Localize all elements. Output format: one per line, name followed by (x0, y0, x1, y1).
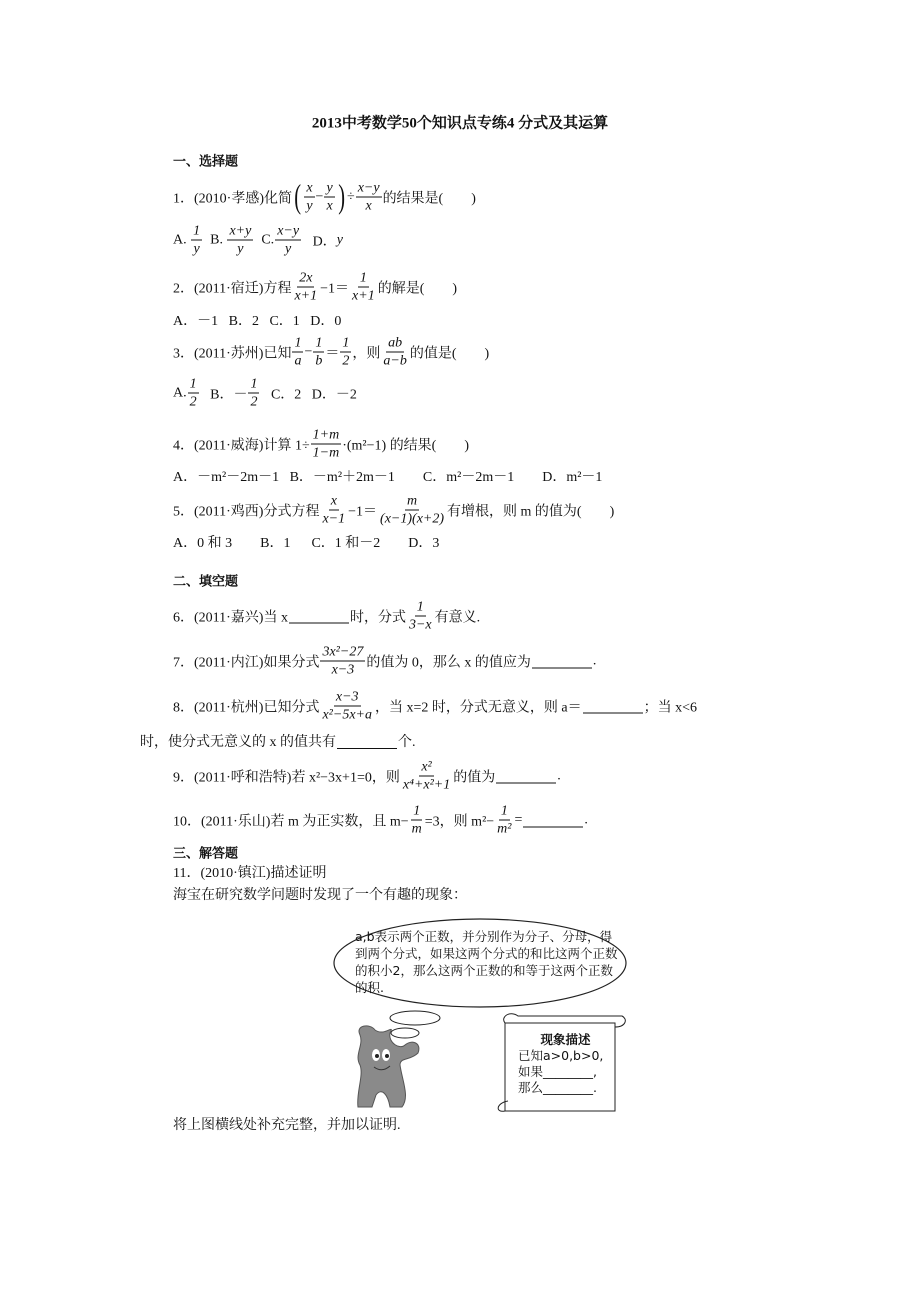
text-segment: C．2 D．－2 (260, 387, 357, 402)
numerator: x−3 (335, 689, 359, 705)
denominator: x+1 (294, 288, 318, 304)
parenthesis: ) (337, 178, 345, 215)
text-segment: =3，则 m²− (424, 814, 495, 829)
numerator: 1 (193, 223, 201, 239)
question-5-options (173, 532, 439, 552)
question-1-options (173, 223, 343, 258)
denominator: x⁴+x²+1 (402, 777, 451, 793)
fraction (311, 427, 342, 462)
numerator: 3x²−27 (322, 644, 364, 660)
fraction (410, 803, 424, 838)
question-11-intro: 海宝在研究数学问题时发现了一个有趣的现象： (173, 888, 467, 903)
text-segment: B．－ (199, 387, 248, 402)
numerator: 1 (250, 376, 258, 392)
denominator: x²−5x+a (322, 707, 372, 723)
denominator: x−1 (322, 511, 346, 527)
question-11-heading: 11．(2010·镇江)描述证明 (173, 866, 327, 881)
fraction (304, 180, 314, 215)
question-7 (173, 644, 596, 679)
scroll-line-if: 如果________, (518, 1064, 597, 1079)
numerator: x+y (229, 223, 252, 239)
fraction (191, 223, 202, 258)
numerator: 1+m (312, 427, 340, 443)
fraction (275, 223, 301, 258)
answer-blank[interactable] (337, 734, 397, 749)
question-4-options (173, 466, 602, 486)
fraction (378, 493, 446, 528)
fraction (340, 335, 351, 370)
text-segment: . (592, 653, 597, 668)
denominator: y (306, 198, 313, 214)
page-title: 2013中考数学50个知识点专练4 分式及其运算 (311, 115, 609, 132)
text-segment: − (304, 344, 313, 359)
answer-blank[interactable] (532, 654, 592, 669)
text-segment: 的值是( ) (409, 346, 490, 361)
denominator: 2 (250, 394, 258, 410)
denominator: m (411, 821, 422, 837)
question-1 (173, 180, 476, 215)
text-segment: 8．(2011·杭州)已知分式 (173, 700, 320, 715)
text-segment: 6．(2011·嘉兴)当 x (173, 610, 288, 625)
question-9 (173, 759, 561, 794)
text-segment: ；当 x<6 (643, 700, 698, 715)
numerator: 1 (359, 270, 367, 286)
denominator: 3−x (408, 617, 432, 633)
fraction (495, 803, 513, 838)
denominator: b (315, 353, 323, 369)
denominator: a (294, 353, 302, 369)
question-11-instruction: 将上图横线处补充完整，并加以证明. (173, 1118, 401, 1133)
fraction (401, 759, 452, 794)
denominator: a−b (383, 353, 407, 369)
denominator: y (237, 241, 244, 257)
numerator: x (330, 493, 337, 509)
text-segment: 9．(2011·呼和浩特)若 x²−3x+1=0，则 (173, 770, 400, 785)
question-5 (173, 493, 614, 528)
text-segment: 的值为 0，那么 x 的值应为 (366, 655, 531, 670)
numerator: x (306, 180, 313, 196)
fraction (381, 335, 408, 370)
text-segment: 的解是( ) (377, 281, 458, 296)
scroll-title: 现象描述 (540, 1032, 591, 1047)
text-segment: 2．(2011·宿迁)方程 (173, 281, 292, 296)
numerator: m (406, 493, 418, 509)
numerator: 1 (294, 335, 302, 351)
fraction (350, 270, 377, 305)
section-heading-fill: 二、填空题 (173, 574, 239, 590)
phenomenon-description (518, 1032, 613, 1096)
answer-blank[interactable] (496, 769, 556, 784)
text-segment: A. (173, 232, 191, 247)
text-segment: . (557, 768, 561, 783)
denominator: x+1 (352, 288, 375, 304)
thought-dot-large (390, 1011, 440, 1025)
denominator: y (193, 241, 200, 257)
fraction (356, 180, 382, 215)
scroll-line-given: 已知a>0,b>0, (518, 1048, 604, 1063)
numerator: y (326, 180, 333, 196)
text-segment: 的值为 (453, 770, 496, 785)
text-segment: = (514, 812, 523, 827)
text-segment: 5．(2011·鸡西)分式方程 (173, 504, 320, 519)
denominator: m² (497, 821, 512, 837)
text-segment: 时，分式 (349, 610, 406, 625)
scroll-line-then: 那么________. (518, 1080, 597, 1095)
text-segment: 的结果是( ) (382, 191, 476, 206)
denominator: 2 (342, 353, 350, 369)
question-2-options (173, 310, 341, 330)
numerator: 1 (315, 335, 323, 351)
text-segment: A．－m²－2m－1 B．－m²＋2m－1 C．m²－2m－1 D．m²－1 (173, 470, 603, 485)
thought-bubble-text: a,b表示两个正数，并分别作为分子、分母，得到两个分式，如果这两个分式的和比这两个正数的积小2，那么这两个正数的和等于这两个正数的积. (355, 929, 618, 995)
section-heading-choice: 一、选择题 (173, 154, 239, 170)
numerator: ab (388, 335, 403, 351)
question-3-options (173, 376, 357, 411)
text-segment: 个. (398, 735, 416, 750)
numerator: 1 (500, 803, 508, 819)
question-8-continued (140, 731, 416, 751)
numerator: x−y (277, 223, 300, 239)
numerator: 1 (416, 599, 424, 615)
fraction (324, 180, 334, 215)
text-segment: 4．(2011·威海)计算 1÷ (173, 438, 310, 453)
denominator: x−3 (331, 662, 355, 678)
text-segment: A. (173, 385, 187, 400)
denominator: x (365, 198, 372, 214)
text-segment: − (315, 189, 324, 204)
question-3 (173, 335, 489, 370)
numerator: 1 (189, 376, 197, 392)
numerator: 2x (299, 270, 313, 286)
question-10 (173, 803, 588, 838)
section-heading-solve: 三、解答题 (173, 846, 239, 862)
text-segment: C. (254, 232, 275, 247)
text-segment: ＝ (325, 346, 340, 361)
answer-blank[interactable] (583, 699, 643, 714)
numerator: x−y (357, 180, 380, 196)
question-4 (173, 427, 469, 462)
text-segment: 有增根，则 m 的值为( ) (447, 504, 615, 519)
numerator: 1 (413, 803, 421, 819)
fraction (188, 376, 199, 411)
text-segment: 3．(2011·苏州)已知 (173, 346, 292, 361)
denominator: 2 (189, 394, 197, 410)
text-segment: . (584, 812, 588, 827)
denominator: x (326, 198, 333, 214)
denominator: 1−m (312, 445, 340, 461)
denominator: y (285, 241, 292, 257)
text-segment: ，则 (352, 346, 381, 361)
fraction (313, 335, 324, 370)
fraction (292, 270, 319, 305)
answer-blank[interactable] (289, 609, 349, 624)
denominator: (x−1)(x+2) (380, 511, 445, 527)
text-segment: 10．(2011·乐山)若 m 为正实数，且 m− (173, 814, 409, 829)
numerator: x² (421, 759, 432, 775)
fraction (248, 376, 259, 411)
text-segment: D． (302, 234, 337, 249)
text-segment: 有意义. (434, 610, 481, 625)
text-segment: A．0 和 3 B．1 C．1 和－2 D．3 (173, 536, 440, 551)
text-segment: B. (203, 232, 227, 247)
fraction (320, 493, 347, 528)
fraction (320, 644, 365, 679)
text-segment: 时，使分式无意义的 x 的值共有 (140, 735, 336, 750)
fraction (227, 223, 253, 258)
question-6 (173, 599, 480, 634)
fraction (407, 599, 434, 634)
text-segment: ÷ (347, 189, 355, 204)
fraction (292, 335, 303, 370)
question-2 (173, 270, 457, 305)
thought-dot-small (391, 1028, 419, 1038)
answer-blank[interactable] (523, 813, 583, 828)
numerator: 1 (342, 335, 350, 351)
text-segment: A．－1 B．2 C．1 D．0 (173, 314, 342, 329)
text-segment: 7．(2011·内江)如果分式 (173, 655, 320, 670)
fraction (320, 689, 374, 724)
question-8 (173, 689, 697, 724)
text-segment: y (336, 232, 343, 247)
text-segment: ·(m²−1) 的结果( ) (342, 438, 470, 453)
text-segment: −1＝ (320, 281, 350, 296)
text-segment: ，当 x=2 时，分式无意义，则 a＝ (375, 700, 582, 715)
parenthesis: ( (294, 178, 302, 215)
text-segment: −1＝ (348, 504, 378, 519)
text-segment: 1．(2010·孝感)化简 (173, 191, 292, 206)
